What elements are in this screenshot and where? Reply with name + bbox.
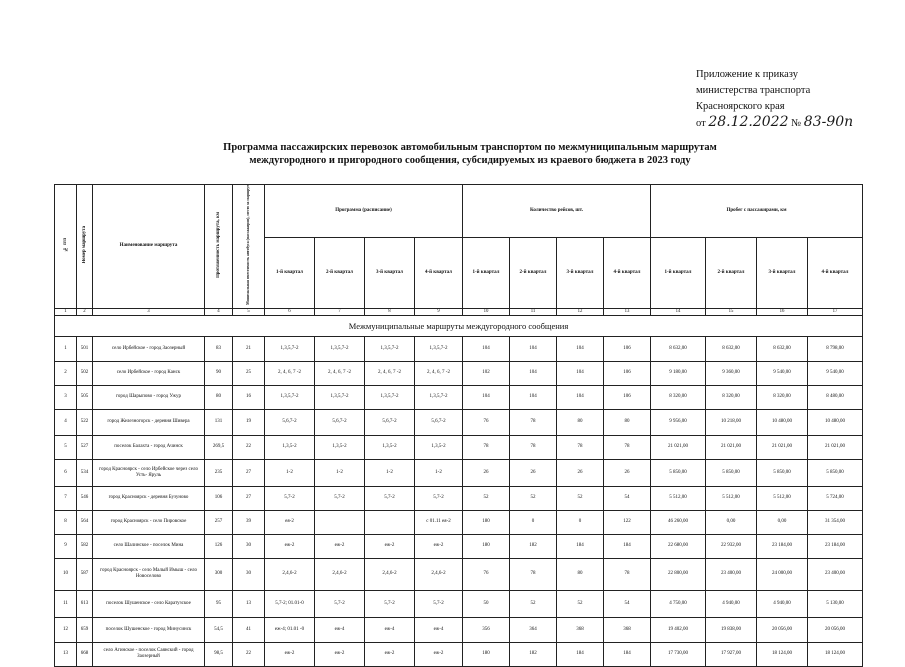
schedule-cell: еж-2 (315, 642, 365, 666)
route-length-cell: 83 (205, 336, 233, 361)
schedule-cell: 5,6,7-2 (315, 409, 365, 435)
trips-cell: 104 (557, 361, 604, 385)
row-number-cell: 3 (55, 385, 77, 409)
col-header-name: Наименование маршрута (93, 185, 205, 309)
col-number-cell: 7 (315, 308, 365, 315)
section-heading: Межмуниципальные маршруты междугородного сообщения (55, 315, 863, 336)
mileage-cell: 20 056,00 (757, 617, 808, 642)
bus-capacity-cell: 30 (233, 534, 265, 558)
mileage-cell: 9 956,00 (651, 409, 706, 435)
document-title (160, 141, 780, 167)
schedule-cell: еж-4; 01.01 -0 (265, 617, 315, 642)
trips-cell: 104 (557, 385, 604, 409)
schedule-cell: 1,3,5-2 (415, 435, 463, 459)
col-header-mileage-q1: 1-й квартал (651, 238, 706, 309)
mileage-cell: 46 260,00 (651, 510, 706, 534)
col-number-cell: 5 (233, 308, 265, 315)
mileage-cell: 17 927,00 (706, 642, 757, 666)
col-header-trips-q2: 2-й квартал (510, 238, 557, 309)
route-name-cell: село Агинское - поселок Саянский - город Заозерный (93, 642, 205, 666)
mileage-cell: 9 180,00 (651, 361, 706, 385)
col-number-cell: 13 (604, 308, 651, 315)
mileage-cell: 8 320,00 (651, 385, 706, 409)
trips-cell: 184 (604, 642, 651, 666)
schedule-cell: еж-4 (315, 617, 365, 642)
table-row (55, 534, 863, 558)
title-line-2: междугородного и пригородного сообщения, субсидируемых из краевого бюджета в 2023 году (249, 155, 691, 166)
schedule-cell: 2,4,6-2 (415, 558, 463, 590)
trips-cell: 26 (463, 459, 510, 486)
title-line-1: Программа пассажирских перевозок автомобильным транспортом по межмуниципальным маршрутам (223, 142, 717, 153)
row-number-cell: 8 (55, 510, 77, 534)
mileage-cell: 10 218,00 (706, 409, 757, 435)
route-name-cell: поселок Балахта - город Ачинск (93, 435, 205, 459)
route-name-cell: город Железногорск - деревня Шивера (93, 409, 205, 435)
route-code-cell: 527 (77, 435, 93, 459)
mileage-cell: 8 480,00 (808, 385, 863, 409)
table-row (55, 590, 863, 617)
schedule-cell: еж-4 (365, 617, 415, 642)
mileage-cell: 5 850,00 (706, 459, 757, 486)
route-code-cell: 668 (77, 642, 93, 666)
bus-capacity-cell: 16 (233, 385, 265, 409)
mileage-cell: 5 850,00 (808, 459, 863, 486)
mileage-cell: 5 512,00 (706, 486, 757, 510)
bus-capacity-cell: 19 (233, 409, 265, 435)
col-header-program-q2: 2-й квартал (315, 238, 365, 309)
order-appendix-line: Приложение к приказу (696, 69, 798, 80)
col-header-capacity: Минимальная вместимость автобуса (пассажиров), место за маршрут (233, 185, 265, 309)
mileage-cell: 21 021,00 (808, 435, 863, 459)
schedule-cell: 2,4,6-2 (365, 558, 415, 590)
schedule-cell: 1,3,5,7-2 (265, 385, 315, 409)
col-header-program-q3: 3-й квартал (365, 238, 415, 309)
table-row (55, 642, 863, 666)
col-number-cell: 16 (757, 308, 808, 315)
schedule-cell: 1-2 (265, 459, 315, 486)
schedule-cell: с 01.11 ея-2 (415, 510, 463, 534)
trips-cell: 26 (557, 459, 604, 486)
col-header-mileage: Пробег с пассажирами, км (651, 185, 863, 238)
col-header-trips-q3: 3-й квартал (557, 238, 604, 309)
schedule-cell: 5,7-2 (315, 486, 365, 510)
table-row (55, 361, 863, 385)
trips-cell: 52 (463, 486, 510, 510)
table-row (55, 459, 863, 486)
row-number-cell: 7 (55, 486, 77, 510)
mileage-cell: 22 932,00 (706, 534, 757, 558)
schedule-cell: 5,7-2; 01.01-0 (265, 590, 315, 617)
schedule-cell: еж-2 (365, 642, 415, 666)
row-number-cell: 2 (55, 361, 77, 385)
route-length-cell: 80 (205, 385, 233, 409)
table-row (55, 617, 863, 642)
schedule-cell: 5,6,7-2 (365, 409, 415, 435)
bus-capacity-cell: 41 (233, 617, 265, 642)
mileage-cell: 10 480,00 (808, 409, 863, 435)
row-number-cell: 1 (55, 336, 77, 361)
bus-capacity-cell: 22 (233, 642, 265, 666)
mileage-cell: 8 798,00 (808, 336, 863, 361)
trips-cell: 104 (510, 336, 557, 361)
route-code-cell: 546 (77, 486, 93, 510)
schedule-cell (365, 510, 415, 534)
trips-cell: 52 (510, 486, 557, 510)
trips-cell: 80 (557, 558, 604, 590)
col-number-cell: 9 (415, 308, 463, 315)
mileage-cell: 21 021,00 (706, 435, 757, 459)
trips-cell: 80 (604, 409, 651, 435)
col-header-program: Программа (расписание) (265, 185, 463, 238)
route-code-cell: 522 (77, 409, 93, 435)
schedule-cell (315, 510, 365, 534)
trips-cell: 52 (510, 590, 557, 617)
route-length-cell: 300 (205, 558, 233, 590)
mileage-cell: 24 000,00 (757, 558, 808, 590)
mileage-cell: 5 850,00 (757, 459, 808, 486)
mileage-cell: 22 680,00 (651, 534, 706, 558)
row-number-cell: 9 (55, 534, 77, 558)
schedule-cell: 2, 4, 6, 7 -2 (265, 361, 315, 385)
bus-capacity-cell: 13 (233, 590, 265, 617)
route-name-cell: город Красноярск - село Пировское (93, 510, 205, 534)
col-header-trips-q4: 4-й квартал (604, 238, 651, 309)
trips-cell: 184 (604, 534, 651, 558)
trips-cell: 184 (557, 534, 604, 558)
schedule-cell: еж-2 (315, 534, 365, 558)
date-prefix: от (696, 118, 706, 129)
route-name-cell: город Красноярск - село Ирбейское через село Усть- Яруль (93, 459, 205, 486)
trips-cell: 364 (510, 617, 557, 642)
mileage-cell: 0,00 (706, 510, 757, 534)
route-length-cell: 98,5 (205, 642, 233, 666)
region-line: Красноярского края (696, 101, 785, 112)
route-name-cell: село Ирбейское - город Канск (93, 361, 205, 385)
route-length-cell: 90 (205, 361, 233, 385)
schedule-cell: еж-2 (415, 642, 463, 666)
mileage-cell: 0,00 (757, 510, 808, 534)
mileage-cell: 22 800,00 (651, 558, 706, 590)
col-header-num: № п/п (55, 185, 77, 309)
table-row (55, 435, 863, 459)
trips-cell: 180 (463, 642, 510, 666)
col-number-cell: 1 (55, 308, 77, 315)
schedule-cell: 1,3,5-2 (265, 435, 315, 459)
trips-cell: 80 (557, 409, 604, 435)
trips-cell: 52 (557, 486, 604, 510)
trips-cell: 76 (463, 558, 510, 590)
bus-capacity-cell: 27 (233, 486, 265, 510)
schedule-cell: еж-2 (415, 534, 463, 558)
mileage-cell: 5 130,00 (808, 590, 863, 617)
handwritten-number: 83-90п (803, 114, 854, 130)
bus-capacity-cell: 30 (233, 558, 265, 590)
mileage-cell: 5 512,00 (757, 486, 808, 510)
table-row (55, 336, 863, 361)
schedule-cell: 2,4,6-2 (315, 558, 365, 590)
trips-cell: 78 (510, 435, 557, 459)
order-date-number (696, 114, 853, 130)
col-number-cell: 2 (77, 308, 93, 315)
route-code-cell: 501 (77, 336, 93, 361)
row-number-cell: 11 (55, 590, 77, 617)
schedule-cell: 1,3,5,7-2 (415, 336, 463, 361)
trips-cell: 368 (557, 617, 604, 642)
col-number-cell: 11 (510, 308, 557, 315)
col-header-mileage-q4: 4-й квартал (808, 238, 863, 309)
route-code-cell: 505 (77, 385, 93, 409)
schedule-cell: еж-2 (365, 534, 415, 558)
schedule-cell: 5,7-2 (365, 590, 415, 617)
schedule-cell: 5,7-2 (265, 486, 315, 510)
mileage-cell: 21 021,00 (757, 435, 808, 459)
trips-cell: 368 (604, 617, 651, 642)
schedule-cell: 2, 4, 6, 7 -2 (365, 361, 415, 385)
col-header-trips-q1: 1-й квартал (463, 238, 510, 309)
col-header-route-num: Номер маршрута (77, 185, 93, 309)
schedule-cell: 1,3,5-2 (365, 435, 415, 459)
mileage-cell: 4 940,00 (706, 590, 757, 617)
trips-cell: 104 (557, 336, 604, 361)
route-code-cell: 502 (77, 361, 93, 385)
trips-cell: 54 (604, 590, 651, 617)
mileage-cell: 8 320,00 (706, 385, 757, 409)
mileage-cell: 5 512,00 (651, 486, 706, 510)
ministry-line: министерства транспорта (696, 85, 811, 96)
mileage-cell: 5 850,00 (651, 459, 706, 486)
handwritten-date: 28.12.2022 (708, 114, 789, 130)
mileage-cell: 21 021,00 (651, 435, 706, 459)
route-code-cell: 582 (77, 534, 93, 558)
trips-cell: 106 (604, 385, 651, 409)
trips-cell: 54 (604, 486, 651, 510)
trips-cell: 106 (604, 361, 651, 385)
trips-cell: 78 (604, 558, 651, 590)
mileage-cell: 19 838,00 (706, 617, 757, 642)
trips-cell: 180 (463, 510, 510, 534)
col-number-cell: 17 (808, 308, 863, 315)
col-number-cell: 12 (557, 308, 604, 315)
col-header-program-q4: 4-й квартал (415, 238, 463, 309)
col-header-program-q1: 1-й квартал (265, 238, 315, 309)
schedule-cell: 2, 4, 6, 7 -2 (415, 361, 463, 385)
trips-cell: 78 (510, 409, 557, 435)
schedule-cell: 1,3,5,7-2 (315, 336, 365, 361)
trips-cell: 104 (463, 385, 510, 409)
mileage-cell: 10 480,00 (757, 409, 808, 435)
trips-cell: 182 (510, 534, 557, 558)
route-length-cell: 106 (205, 486, 233, 510)
col-header-mileage-q2: 2-й квартал (706, 238, 757, 309)
mileage-cell: 8 320,00 (757, 385, 808, 409)
col-number-cell: 15 (706, 308, 757, 315)
col-header-mileage-q3: 3-й квартал (757, 238, 808, 309)
mileage-cell: 17 730,00 (651, 642, 706, 666)
mileage-cell: 23 184,00 (757, 534, 808, 558)
trips-cell: 26 (510, 459, 557, 486)
mileage-cell: 18 124,00 (757, 642, 808, 666)
table-row (55, 510, 863, 534)
schedule-cell: 1,3,5,7-2 (365, 336, 415, 361)
route-code-cell: 659 (77, 617, 93, 642)
col-header-trips: Количество рейсов, шт. (463, 185, 651, 238)
trips-cell: 0 (510, 510, 557, 534)
trips-cell: 104 (510, 361, 557, 385)
bus-capacity-cell: 22 (233, 435, 265, 459)
mileage-cell: 4 940,00 (757, 590, 808, 617)
schedule-cell: 1,3,5,7-2 (415, 385, 463, 409)
trips-cell: 0 (557, 510, 604, 534)
row-number-cell: 12 (55, 617, 77, 642)
route-name-cell: село Шалинское - поселок Мина (93, 534, 205, 558)
schedule-cell: 5,7-2 (415, 590, 463, 617)
table-row (55, 558, 863, 590)
schedule-cell: 1,3,5,7-2 (315, 385, 365, 409)
route-length-cell: 269,5 (205, 435, 233, 459)
col-number-cell: 8 (365, 308, 415, 315)
trips-cell: 106 (604, 336, 651, 361)
trips-cell: 78 (510, 558, 557, 590)
row-number-cell: 10 (55, 558, 77, 590)
route-name-cell: поселок Шушенское - село Каратузское (93, 590, 205, 617)
row-number-cell: 4 (55, 409, 77, 435)
schedule-cell: 5,6,7-2 (415, 409, 463, 435)
trips-cell: 122 (604, 510, 651, 534)
schedule-cell: 5,7-2 (315, 590, 365, 617)
mileage-cell: 8 632,00 (757, 336, 808, 361)
route-name-cell: город Красноярск - село Малый Имыш - село Новоселово (93, 558, 205, 590)
bus-capacity-cell: 25 (233, 361, 265, 385)
route-code-cell: 587 (77, 558, 93, 590)
route-name-cell: село Ирбейское - город Заозерный (93, 336, 205, 361)
route-name-cell: город Красноярск - деревня Бузуново (93, 486, 205, 510)
mileage-cell: 5 724,00 (808, 486, 863, 510)
schedule-cell: 2, 4, 6, 7 -2 (315, 361, 365, 385)
schedule-cell: 5,7-2 (415, 486, 463, 510)
route-length-cell: 131 (205, 409, 233, 435)
trips-cell: 78 (604, 435, 651, 459)
mileage-cell: 9 360,00 (706, 361, 757, 385)
mileage-cell: 4 750,00 (651, 590, 706, 617)
schedule-cell: еж-4 (415, 617, 463, 642)
col-number-cell: 10 (463, 308, 510, 315)
col-number-cell: 6 (265, 308, 315, 315)
schedule-cell: 1,3,5,7-2 (365, 385, 415, 409)
row-number-cell: 13 (55, 642, 77, 666)
trips-cell: 78 (463, 435, 510, 459)
schedule-cell: 1-2 (315, 459, 365, 486)
route-length-cell: 126 (205, 534, 233, 558)
trips-cell: 78 (557, 435, 604, 459)
mileage-cell: 20 056,00 (808, 617, 863, 642)
schedule-cell: 1-2 (415, 459, 463, 486)
table-row (55, 409, 863, 435)
col-header-length: Протяженность маршрута, км (205, 185, 233, 309)
trips-cell: 50 (463, 590, 510, 617)
route-code-cell: 534 (77, 459, 93, 486)
trips-cell: 356 (463, 617, 510, 642)
schedule-cell: 5,7-2 (365, 486, 415, 510)
route-length-cell: 235 (205, 459, 233, 486)
mileage-cell: 23 400,00 (808, 558, 863, 590)
table-row (55, 385, 863, 409)
trips-cell: 52 (557, 590, 604, 617)
schedule-cell: 5,6,7-2 (265, 409, 315, 435)
number-prefix: № (791, 118, 802, 129)
trips-cell: 102 (463, 361, 510, 385)
schedule-cell: 1,3,5-2 (315, 435, 365, 459)
col-number-cell: 4 (205, 308, 233, 315)
table-row (55, 486, 863, 510)
mileage-cell: 23 400,00 (706, 558, 757, 590)
trips-cell: 26 (604, 459, 651, 486)
mileage-cell: 18 124,00 (808, 642, 863, 666)
route-length-cell: 54,5 (205, 617, 233, 642)
bus-capacity-cell: 21 (233, 336, 265, 361)
row-number-cell: 5 (55, 435, 77, 459)
trips-cell: 104 (510, 385, 557, 409)
schedule-cell: 1-2 (365, 459, 415, 486)
mileage-cell: 31 354,00 (808, 510, 863, 534)
route-length-cell: 257 (205, 510, 233, 534)
schedule-cell: 1,3,5,7-2 (265, 336, 315, 361)
mileage-cell: 8 632,00 (651, 336, 706, 361)
col-number-cell: 3 (93, 308, 205, 315)
row-number-cell: 6 (55, 459, 77, 486)
trips-cell: 76 (463, 409, 510, 435)
schedule-cell: еж-2 (265, 534, 315, 558)
trips-cell: 104 (463, 336, 510, 361)
schedule-cell: ея-2 (265, 510, 315, 534)
mileage-cell: 8 632,00 (706, 336, 757, 361)
mileage-cell: 19 402,00 (651, 617, 706, 642)
col-number-cell: 14 (651, 308, 706, 315)
route-code-cell: 613 (77, 590, 93, 617)
bus-capacity-cell: 39 (233, 510, 265, 534)
schedule-cell: еж-2 (265, 642, 315, 666)
routes-table (54, 184, 863, 667)
route-length-cell: 95 (205, 590, 233, 617)
mileage-cell: 9 540,00 (808, 361, 863, 385)
mileage-cell: 23 184,00 (808, 534, 863, 558)
route-code-cell: 564 (77, 510, 93, 534)
trips-cell: 180 (463, 534, 510, 558)
route-name-cell: город Шарыпово - город Ужур (93, 385, 205, 409)
bus-capacity-cell: 27 (233, 459, 265, 486)
schedule-cell: 2,4,6-2 (265, 558, 315, 590)
trips-cell: 184 (557, 642, 604, 666)
mileage-cell: 9 540,00 (757, 361, 808, 385)
route-name-cell: поселок Шушенское - город Минусинск (93, 617, 205, 642)
trips-cell: 182 (510, 642, 557, 666)
